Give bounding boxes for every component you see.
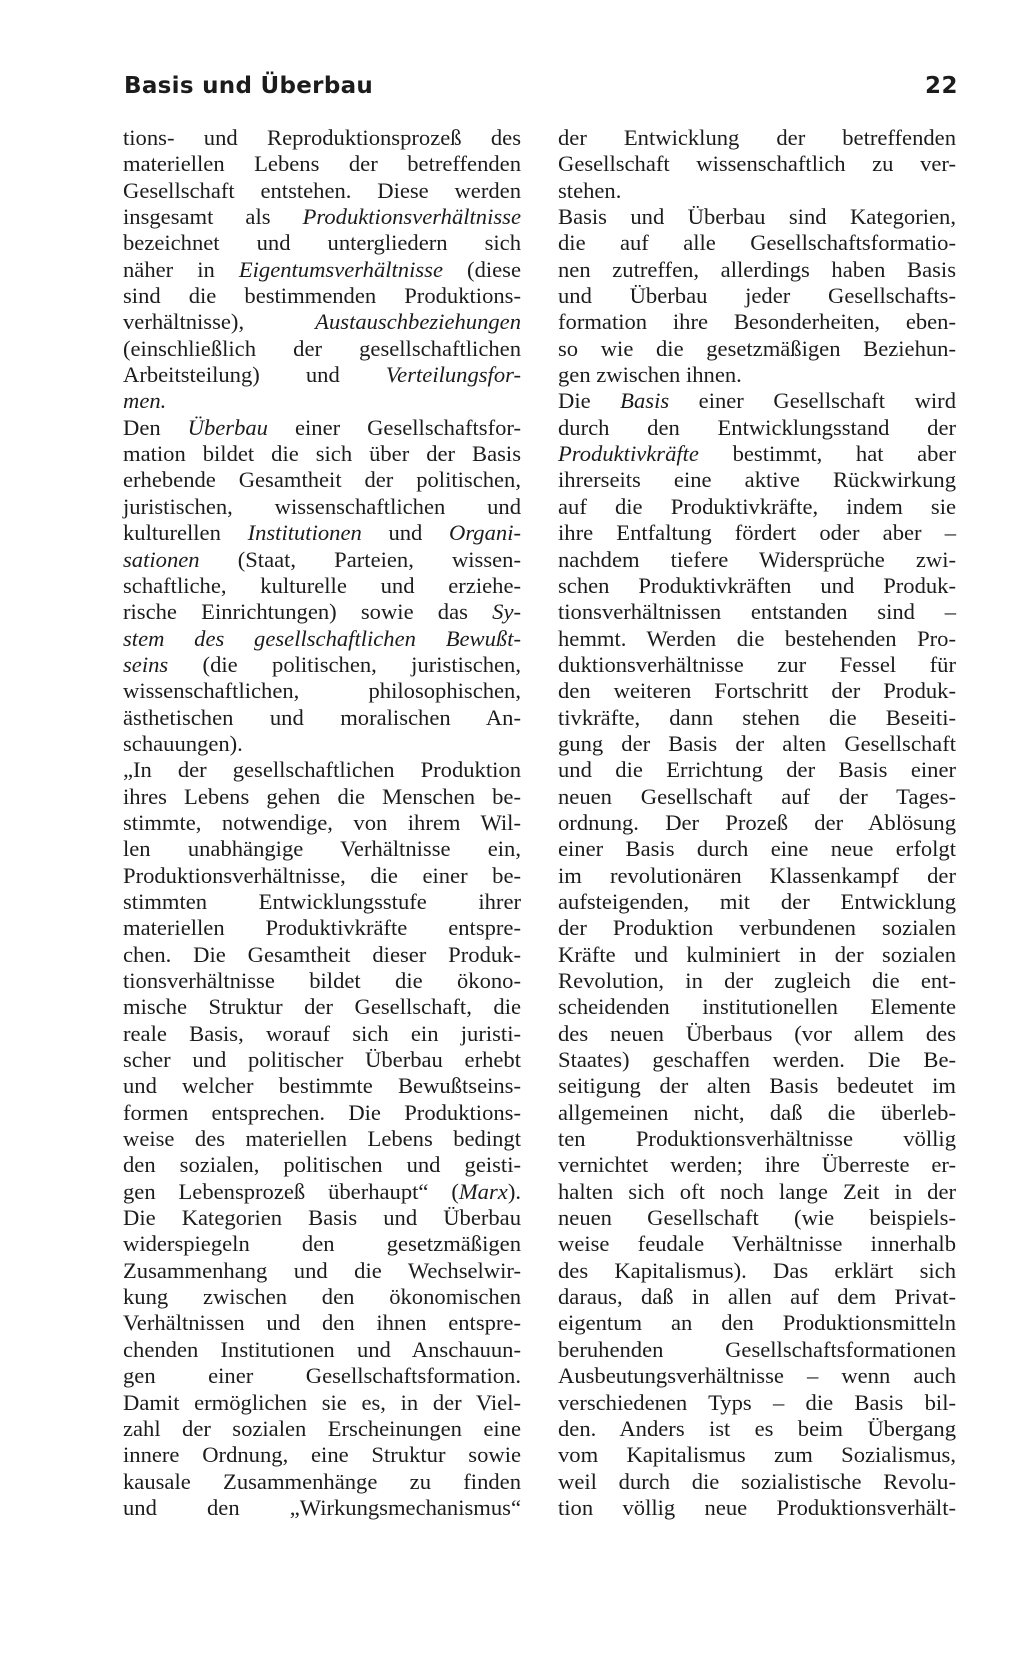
text-run: tivkräfte, dann stehen die Beseiti- [558, 704, 956, 730]
text-run: ihre Entfaltung fördert oder aber – [558, 520, 956, 546]
text-line [123, 1495, 521, 1521]
text-line [558, 1047, 956, 1073]
text-run: und [361, 520, 450, 546]
text-run: und Überbau jeder Gesellschafts- [558, 283, 956, 309]
text-run: Produktionsverhältnisse, die einer be- [123, 862, 521, 888]
text-run: Revolution, in der zugleich die ent- [558, 968, 956, 993]
text-run: verschiedenen Typs – die Basis bil- [558, 1389, 956, 1415]
text-line [123, 968, 521, 994]
text-line [558, 1363, 956, 1389]
text-run: stimmte, notwendige, von ihrem Wil- [123, 809, 521, 835]
text-line [123, 1284, 521, 1310]
text-run: kausale Zusammenhänge zu finden [123, 1468, 521, 1494]
text-run: und den „Wirkungsmechanismus“ [123, 1494, 521, 1520]
text-run: einer Basis durch eine neue erfolgt [558, 836, 956, 862]
text-run: ten Produktionsverhältnisse völlig [558, 1126, 956, 1152]
text-line [558, 1258, 956, 1284]
text-run: durch den Entwicklungsstand der [558, 414, 956, 440]
text-run: wissenschaftlichen, philosophischen, [123, 678, 521, 704]
text-line [123, 151, 521, 177]
text-run: den weiteren Fortschritt der Produk- [558, 678, 956, 704]
text-run: gen zwischen ihnen. [558, 362, 742, 388]
text-line [123, 626, 521, 652]
text-line [123, 125, 521, 151]
text-run: scheidenden institutionellen Elemente [558, 994, 956, 1020]
text-line [123, 599, 521, 625]
text-line [123, 1337, 521, 1363]
text-run: gung der Basis der alten Gesellschaft [558, 730, 956, 756]
text-run: und die Errichtung der Basis einer [558, 757, 956, 783]
italic-term: Institutionen [247, 520, 362, 546]
text-line [558, 1073, 956, 1099]
text-line [123, 204, 521, 230]
text-line [558, 1205, 956, 1231]
text-run: vernichtet werden; ihre Überreste er- [558, 1152, 956, 1178]
text-run: Basis und Überbau sind Kategorien, [558, 204, 956, 230]
italic-term: Verteilungsfor- [385, 362, 521, 388]
text-line [123, 1442, 521, 1468]
text-line [123, 652, 521, 678]
text-run: und welcher bestimmte Bewußtseins- [123, 1073, 521, 1099]
text-line [558, 705, 956, 731]
text-line [123, 520, 521, 546]
text-line [123, 1152, 521, 1178]
text-run: chenden Institutionen und Anschauun- [123, 1336, 521, 1362]
text-run: hemmt. Werden die bestehenden Pro- [558, 625, 956, 651]
text-run: duktionsverhältnisse zur Fessel für [558, 651, 956, 677]
text-line [123, 1021, 521, 1047]
text-run: nen zutreffen, allerdings haben Basis [558, 256, 956, 282]
text-run: rische Einrichtungen) sowie das [123, 599, 493, 625]
running-title: Basis und Überbau [124, 73, 374, 99]
text-line [558, 178, 956, 204]
text-run: Arbeitsteilung) und [123, 362, 386, 388]
text-run: neuen Gesellschaft (wie beispiels- [558, 1205, 956, 1231]
text-run: gen einer Gesellschaftsformation. [123, 1363, 521, 1389]
text-line [123, 810, 521, 836]
text-run: nachdem tiefere Widersprüche zwi- [558, 546, 956, 572]
text-line [558, 889, 956, 915]
text-run: halten sich oft noch lange Zeit in der [558, 1178, 956, 1204]
text-line [123, 1469, 521, 1495]
text-line [558, 810, 956, 836]
text-line [558, 863, 956, 889]
text-run: ihrerseits eine aktive Rückwirkung [558, 467, 956, 493]
text-line [558, 151, 956, 177]
text-line [558, 494, 956, 520]
text-run: reale Basis, worauf sich ein juristi- [123, 1020, 521, 1046]
text-line [558, 1231, 956, 1257]
text-line [558, 257, 956, 283]
text-line [123, 467, 521, 493]
text-run: ihres Lebens gehen die Menschen be- [123, 783, 521, 809]
text-run: Verhältnissen und den ihnen entspre- [123, 1310, 521, 1336]
text-line [123, 1179, 521, 1205]
text-run: einer Gesellschaftsfor- [267, 414, 521, 440]
text-line [123, 1390, 521, 1416]
text-run: weise feudale Verhältnisse innerhalb [558, 1231, 956, 1257]
text-line [558, 283, 956, 309]
text-line [558, 1416, 956, 1442]
text-run: weil durch die sozialistische Revolu- [558, 1468, 956, 1494]
text-line [558, 1152, 956, 1178]
text-run: neuen Gesellschaft auf der Tages- [558, 783, 956, 809]
text-run: vom Kapitalismus zum Sozialismus, [558, 1442, 956, 1468]
text-run: sind die bestimmenden Produktions- [123, 283, 521, 309]
text-line [558, 415, 956, 441]
text-run: Den [123, 414, 188, 440]
text-run: die auf alle Gesellschaftsformatio- [558, 230, 956, 256]
text-line [558, 942, 956, 968]
text-run: des neuen Überbaus (vor allem des [558, 1020, 956, 1046]
text-run: tions- und Reproduktionsprozeß des [123, 125, 521, 150]
text-run: Zusammenhang und die Wechselwir- [123, 1257, 521, 1283]
text-line [123, 731, 521, 757]
text-line [123, 678, 521, 704]
text-run: mation bildet die sich über der Basis [123, 441, 521, 467]
text-run: der Produktion verbundenen sozialen [558, 915, 956, 941]
text-run: formation ihre Besonderheiten, eben- [558, 309, 956, 335]
text-run: auf die Produktivkräfte, indem sie [558, 493, 956, 519]
text-line [123, 757, 521, 783]
text-run: Die [558, 388, 621, 414]
text-line [123, 1205, 521, 1231]
text-run: eigentum an den Produktionsmitteln [558, 1310, 956, 1336]
text-run: tionsverhältnisse bildet die ökono- [123, 968, 521, 993]
text-line [123, 362, 521, 388]
text-line [558, 1310, 956, 1336]
text-run: insgesamt als [123, 204, 303, 230]
text-run: verhältnisse), [123, 309, 316, 335]
text-run: den. Anders ist es beim Übergang [558, 1415, 956, 1441]
text-run: Gesellschaft wissenschaftlich zu ver- [558, 151, 956, 177]
text-line [558, 336, 956, 362]
text-run: allgemeinen nicht, daß die überleb- [558, 1099, 956, 1125]
text-line [558, 731, 956, 757]
text-line [558, 994, 956, 1020]
text-line [558, 1390, 956, 1416]
text-line [558, 784, 956, 810]
italic-term: Austauschbeziehungen [315, 309, 521, 335]
page-number: 22 [924, 73, 958, 99]
text-line [123, 441, 521, 467]
text-run: stehen. [558, 177, 622, 203]
italic-term: Sy- [492, 599, 521, 625]
text-run: formen entsprechen. Die Produktions- [123, 1099, 521, 1125]
text-line [123, 230, 521, 256]
text-line [558, 1126, 956, 1152]
text-line [123, 283, 521, 309]
text-run: Gesellschaft entstehen. Diese werden [123, 177, 521, 203]
italic-term: men. [123, 388, 167, 414]
text-run: (die politischen, juristischen, [168, 651, 521, 677]
text-run: kulturellen [123, 520, 248, 546]
text-run: Kräfte und kulminiert in der sozialen [558, 941, 956, 967]
text-run: tion völlig neue Produktionsverhält- [558, 1494, 956, 1520]
text-run: juristischen, wissenschaftlichen und [123, 493, 521, 519]
text-line [123, 178, 521, 204]
text-run: beruhenden Gesellschaftsformationen [558, 1336, 956, 1362]
text-line [558, 626, 956, 652]
text-run: des Kapitalismus). Das erklärt sich [558, 1257, 956, 1283]
text-run: bestimmt, hat aber [698, 441, 956, 467]
text-run: ). [507, 1178, 521, 1204]
text-line [123, 494, 521, 520]
text-line [558, 388, 956, 414]
text-run: näher in [123, 256, 239, 282]
text-line [123, 1100, 521, 1126]
text-run: tionsverhältnissen entstanden sind – [558, 599, 956, 625]
text-run: bezeichnet und untergliedern sich [123, 230, 521, 256]
text-run: innere Ordnung, eine Struktur sowie [123, 1442, 521, 1468]
text-run: Die Kategorien Basis und Überbau [123, 1205, 521, 1231]
running-head [124, 66, 958, 106]
text-line [558, 1284, 956, 1310]
italic-term: Überbau [187, 414, 268, 440]
text-line [558, 836, 956, 862]
text-line [558, 1442, 956, 1468]
text-run: zahl der sozialen Erscheinungen eine [123, 1415, 521, 1441]
text-line [123, 309, 521, 335]
text-run: schauungen). [123, 730, 243, 756]
text-run: Damit ermöglichen sie es, in der Viel- [123, 1389, 521, 1415]
text-line [123, 1126, 521, 1152]
text-line [123, 1310, 521, 1336]
text-run: kung zwischen den ökonomischen [123, 1284, 521, 1310]
text-run: schaftliche, kulturelle und erziehe- [123, 572, 521, 598]
text-line [558, 757, 956, 783]
text-line [123, 415, 521, 441]
text-run: mische Struktur der Gesellschaft, die [123, 994, 521, 1020]
text-line [123, 994, 521, 1020]
text-line [558, 467, 956, 493]
text-run: der Entwicklung der betreffenden [558, 125, 956, 150]
text-run: stimmten Entwicklungsstufe ihrer [123, 888, 521, 914]
text-run: ordnung. Der Prozeß der Ablösung [558, 809, 956, 835]
text-line [558, 599, 956, 625]
text-run: scher und politischer Überbau erhebt [123, 1047, 521, 1073]
text-line [123, 889, 521, 915]
text-line [123, 336, 521, 362]
text-run: weise des materiellen Lebens bedingt [123, 1126, 521, 1152]
text-run: ästhetischen und moralischen An- [123, 704, 521, 730]
text-run: seitigung der alten Basis bedeutet im [558, 1073, 956, 1099]
text-line [123, 1231, 521, 1257]
text-run: einer Gesellschaft wird [669, 388, 956, 414]
italic-term: sationen [123, 546, 200, 572]
text-line [558, 1021, 956, 1047]
text-line [123, 1416, 521, 1442]
italic-term: seins [123, 651, 169, 677]
text-line [558, 309, 956, 335]
text-line [123, 784, 521, 810]
text-line [558, 362, 956, 388]
text-run: „In der gesellschaftlichen Produktion [123, 757, 521, 783]
text-run: Ausbeutungsverhältnisse – wenn auch [558, 1363, 956, 1389]
text-line [123, 573, 521, 599]
italic-term: Eigentumsverhältnisse [238, 256, 443, 282]
text-line [123, 942, 521, 968]
text-line [558, 915, 956, 941]
text-line [558, 125, 956, 151]
text-run: materiellen Lebens der betreffenden [123, 151, 521, 177]
right-text-column [558, 125, 956, 1521]
text-run: (diese [443, 256, 521, 282]
text-line [558, 652, 956, 678]
text-run: (Staat, Parteien, wissen- [199, 546, 521, 572]
italic-term: Basis [620, 388, 670, 414]
text-line [123, 257, 521, 283]
text-line [558, 547, 956, 573]
italic-term: Produktionsverhältnisse [302, 204, 521, 230]
text-line [123, 1073, 521, 1099]
text-run: materiellen Produktivkräfte entspre- [123, 915, 521, 941]
text-run: erhebende Gesamtheit der politischen, [123, 467, 521, 493]
italic-term: Organi- [449, 520, 521, 546]
text-run: Staates) geschaffen werden. Die Be- [558, 1047, 956, 1073]
text-line [558, 1179, 956, 1205]
text-run: daraus, daß in allen auf dem Privat- [558, 1284, 956, 1310]
text-run: (einschließlich der gesellschaftlichen [123, 335, 521, 361]
text-line [558, 1469, 956, 1495]
text-line [558, 441, 956, 467]
text-line [123, 1363, 521, 1389]
text-line [558, 573, 956, 599]
text-line [558, 204, 956, 230]
text-run: den sozialen, politischen und geisti- [123, 1152, 521, 1178]
text-line [123, 915, 521, 941]
text-line [123, 836, 521, 862]
text-line [123, 863, 521, 889]
text-run: widerspiegeln den gesetzmäßigen [123, 1231, 521, 1257]
text-run: im revolutionären Klassenkampf der [558, 862, 956, 888]
text-line [558, 678, 956, 704]
text-run: schen Produktivkräften und Produk- [558, 572, 956, 598]
text-run: chen. Die Gesamtheit dieser Produk- [123, 941, 521, 967]
text-line [123, 705, 521, 731]
text-run: so wie die gesetzmäßigen Beziehun- [558, 335, 956, 361]
italic-term: stem des gesellschaftlichen Bewußt- [123, 625, 521, 651]
text-line [558, 968, 956, 994]
text-line [558, 520, 956, 546]
text-line [558, 1495, 956, 1521]
text-line [558, 230, 956, 256]
italic-term: Produktivkräfte [558, 441, 699, 467]
italic-term: Marx [458, 1178, 508, 1204]
text-line [123, 1258, 521, 1284]
text-line [558, 1100, 956, 1126]
text-line [558, 1337, 956, 1363]
text-run: gen Lebensprozeß überhaupt“ ( [123, 1178, 459, 1204]
left-text-column [123, 125, 521, 1521]
text-run: len unabhängige Verhältnisse ein, [123, 836, 521, 862]
text-line [123, 1047, 521, 1073]
text-run: aufsteigenden, mit der Entwicklung [558, 888, 956, 914]
text-line [123, 547, 521, 573]
text-line [123, 388, 521, 414]
